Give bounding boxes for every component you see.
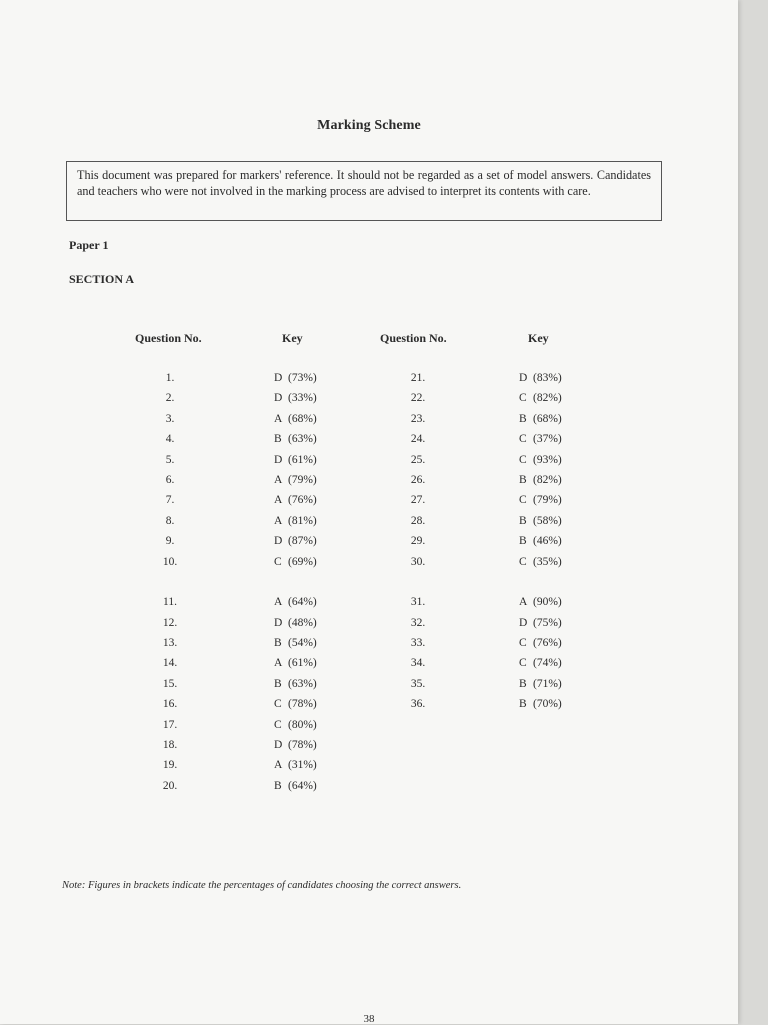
key-letter: B (274, 433, 282, 446)
key-letter: D (519, 616, 528, 629)
key-letter: A (274, 657, 283, 670)
key-percentage: (61%) (288, 657, 317, 670)
key-percentage: (61%) (288, 453, 317, 466)
answer-key (274, 674, 317, 694)
header-key-left: Key (282, 331, 303, 345)
question-number: 3. (165, 412, 175, 425)
key-letter: B (274, 779, 282, 792)
question-number: 14. (162, 657, 178, 670)
key-letter: B (519, 412, 527, 425)
key-percentage: (68%) (288, 412, 317, 425)
group-gap (274, 572, 317, 592)
answer-key (519, 653, 562, 673)
answer-key (519, 531, 562, 551)
question-column-left (152, 368, 188, 796)
key-letter: D (274, 372, 283, 384)
answer-key (274, 409, 317, 429)
answer-key (519, 633, 562, 653)
key-letter: C (519, 637, 527, 650)
question-number: 30. (410, 555, 426, 568)
question-number: 7. (165, 494, 175, 507)
question-number: 9. (165, 535, 175, 548)
key-letter: D (274, 739, 283, 752)
answer-key (274, 715, 317, 735)
page-number: 38 (363, 1013, 375, 1025)
key-percentage: (73%) (288, 372, 317, 384)
key-letter: A (274, 473, 283, 486)
question-number: 13. (162, 637, 178, 650)
question-number: 6. (165, 473, 175, 486)
group-gap (400, 572, 436, 592)
key-letter: A (274, 412, 283, 425)
answer-key (274, 552, 317, 572)
question-number: 33. (410, 637, 426, 650)
key-letter: B (519, 535, 527, 548)
key-letter: C (519, 555, 527, 568)
key-percentage: (35%) (533, 555, 562, 568)
key-percentage: (68%) (533, 412, 562, 425)
key-percentage: (48%) (288, 616, 317, 629)
question-number: 17. (162, 718, 178, 731)
key-percentage: (58%) (533, 514, 562, 527)
key-percentage: (71%) (533, 677, 562, 690)
question-number: 36. (410, 698, 426, 711)
key-percentage: (31%) (288, 759, 317, 772)
key-letter: B (519, 473, 527, 486)
key-percentage: (64%) (288, 596, 317, 609)
answer-key (519, 450, 562, 470)
key-percentage: (69%) (288, 555, 317, 568)
key-percentage: (78%) (288, 698, 317, 711)
answer-key (519, 388, 562, 408)
key-percentage: (74%) (533, 657, 562, 670)
key-letter: B (274, 677, 282, 690)
group-gap (152, 572, 188, 592)
header-question-no-right: Question No. (380, 331, 447, 345)
answer-key (519, 694, 562, 714)
answer-key (274, 470, 317, 490)
key-percentage: (33%) (288, 392, 317, 405)
answer-key (274, 613, 317, 633)
answer-key (274, 388, 317, 408)
question-number: 10. (162, 555, 178, 568)
question-number: 5. (165, 453, 175, 466)
key-percentage: (37%) (533, 433, 562, 446)
key-letter: B (519, 677, 527, 690)
answer-key (274, 592, 317, 612)
key-percentage: (78%) (288, 739, 317, 752)
key-letter: D (274, 535, 283, 548)
key-letter: D (274, 453, 283, 466)
answer-key (274, 755, 317, 775)
answer-key (274, 735, 317, 755)
key-percentage: (76%) (533, 637, 562, 650)
question-number: 15. (162, 677, 178, 690)
key-letter: B (274, 637, 282, 650)
key-letter: C (519, 453, 527, 466)
question-number: 20. (162, 779, 178, 792)
key-percentage: (63%) (288, 433, 317, 446)
key-percentage: (63%) (288, 677, 317, 690)
key-column-right (519, 368, 562, 715)
question-number: 28. (410, 514, 426, 527)
answer-key (274, 776, 317, 796)
key-letter: B (519, 514, 527, 527)
key-percentage: (82%) (533, 473, 562, 486)
question-number: 25. (410, 453, 426, 466)
question-number: 1. (165, 372, 175, 384)
question-number: 16. (162, 698, 178, 711)
question-number: 19. (162, 759, 178, 772)
key-letter: A (519, 596, 528, 609)
answer-key (274, 490, 317, 510)
key-percentage: (80%) (288, 718, 317, 731)
question-number: 22. (410, 392, 426, 405)
question-number: 2. (165, 392, 175, 405)
key-percentage: (46%) (533, 535, 562, 548)
key-letter: A (274, 596, 283, 609)
key-percentage: (70%) (533, 698, 562, 711)
key-percentage: (75%) (533, 616, 562, 629)
footnote: Note: Figures in brackets indicate the percentages of candidates choosing the correct answers. (62, 880, 462, 891)
question-number: 21. (410, 372, 426, 384)
answer-key (519, 592, 562, 612)
key-letter: D (274, 616, 283, 629)
question-number: 12. (162, 616, 178, 629)
question-number: 32. (410, 616, 426, 629)
key-letter: C (274, 718, 282, 731)
question-number: 27. (410, 494, 426, 507)
key-percentage: (79%) (533, 494, 562, 507)
question-number: 26. (410, 473, 426, 486)
answer-key (274, 450, 317, 470)
key-letter: C (519, 657, 527, 670)
answer-key (519, 490, 562, 510)
answer-key (274, 511, 317, 531)
key-percentage: (90%) (533, 596, 562, 609)
question-number: 4. (165, 433, 175, 446)
key-percentage: (64%) (288, 779, 317, 792)
key-letter: C (519, 494, 527, 507)
answer-key (274, 633, 317, 653)
answer-key (274, 429, 317, 449)
question-number: 29. (410, 535, 426, 548)
key-percentage: (87%) (288, 535, 317, 548)
key-percentage: (54%) (288, 637, 317, 650)
question-number: 31. (410, 596, 426, 609)
section-heading: SECTION A (69, 272, 135, 286)
answer-key (519, 511, 562, 531)
key-percentage: (79%) (288, 473, 317, 486)
answer-key (274, 368, 317, 388)
key-letter: C (519, 433, 527, 446)
key-percentage: (81%) (288, 514, 317, 527)
group-gap (519, 572, 562, 592)
question-number: 23. (410, 412, 426, 425)
key-letter: B (519, 698, 527, 711)
header-key-right: Key (528, 331, 549, 345)
header-question-no-left: Question No. (135, 331, 202, 345)
key-percentage: (93%) (533, 453, 562, 466)
key-letter: D (274, 392, 283, 405)
question-number: 11. (163, 596, 177, 609)
answer-key (519, 552, 562, 572)
key-letter: A (274, 514, 283, 527)
key-percentage: (83%) (533, 372, 562, 384)
question-number: 24. (410, 433, 426, 446)
page-title: Marking Scheme (317, 118, 421, 133)
key-letter: C (274, 555, 282, 568)
key-percentage: (76%) (288, 494, 317, 507)
question-column-right (400, 368, 436, 715)
key-letter: C (519, 392, 527, 405)
question-number: 34. (410, 657, 426, 670)
notice-box: This document was prepared for markers' reference. It should not be regarded as a set of model answers. Candidates and teachers who were not involved in the marking process are advised to interpret its contents with care. (66, 161, 662, 221)
question-number: 35. (410, 677, 426, 690)
answer-key (519, 470, 562, 490)
key-column-left (274, 368, 317, 796)
answer-key (274, 653, 317, 673)
key-letter: D (519, 372, 528, 384)
key-letter: A (274, 494, 283, 507)
question-number: 18. (162, 739, 178, 752)
answer-key (519, 429, 562, 449)
answer-key (519, 409, 562, 429)
key-letter: C (274, 698, 282, 711)
key-letter: A (274, 759, 283, 772)
answer-key (519, 368, 562, 388)
answer-key (519, 613, 562, 633)
question-number: 8. (165, 514, 175, 527)
answer-key (274, 531, 317, 551)
answer-key (519, 674, 562, 694)
answer-key (274, 694, 317, 714)
key-percentage: (82%) (533, 392, 562, 405)
paper-heading: Paper 1 (69, 238, 109, 252)
